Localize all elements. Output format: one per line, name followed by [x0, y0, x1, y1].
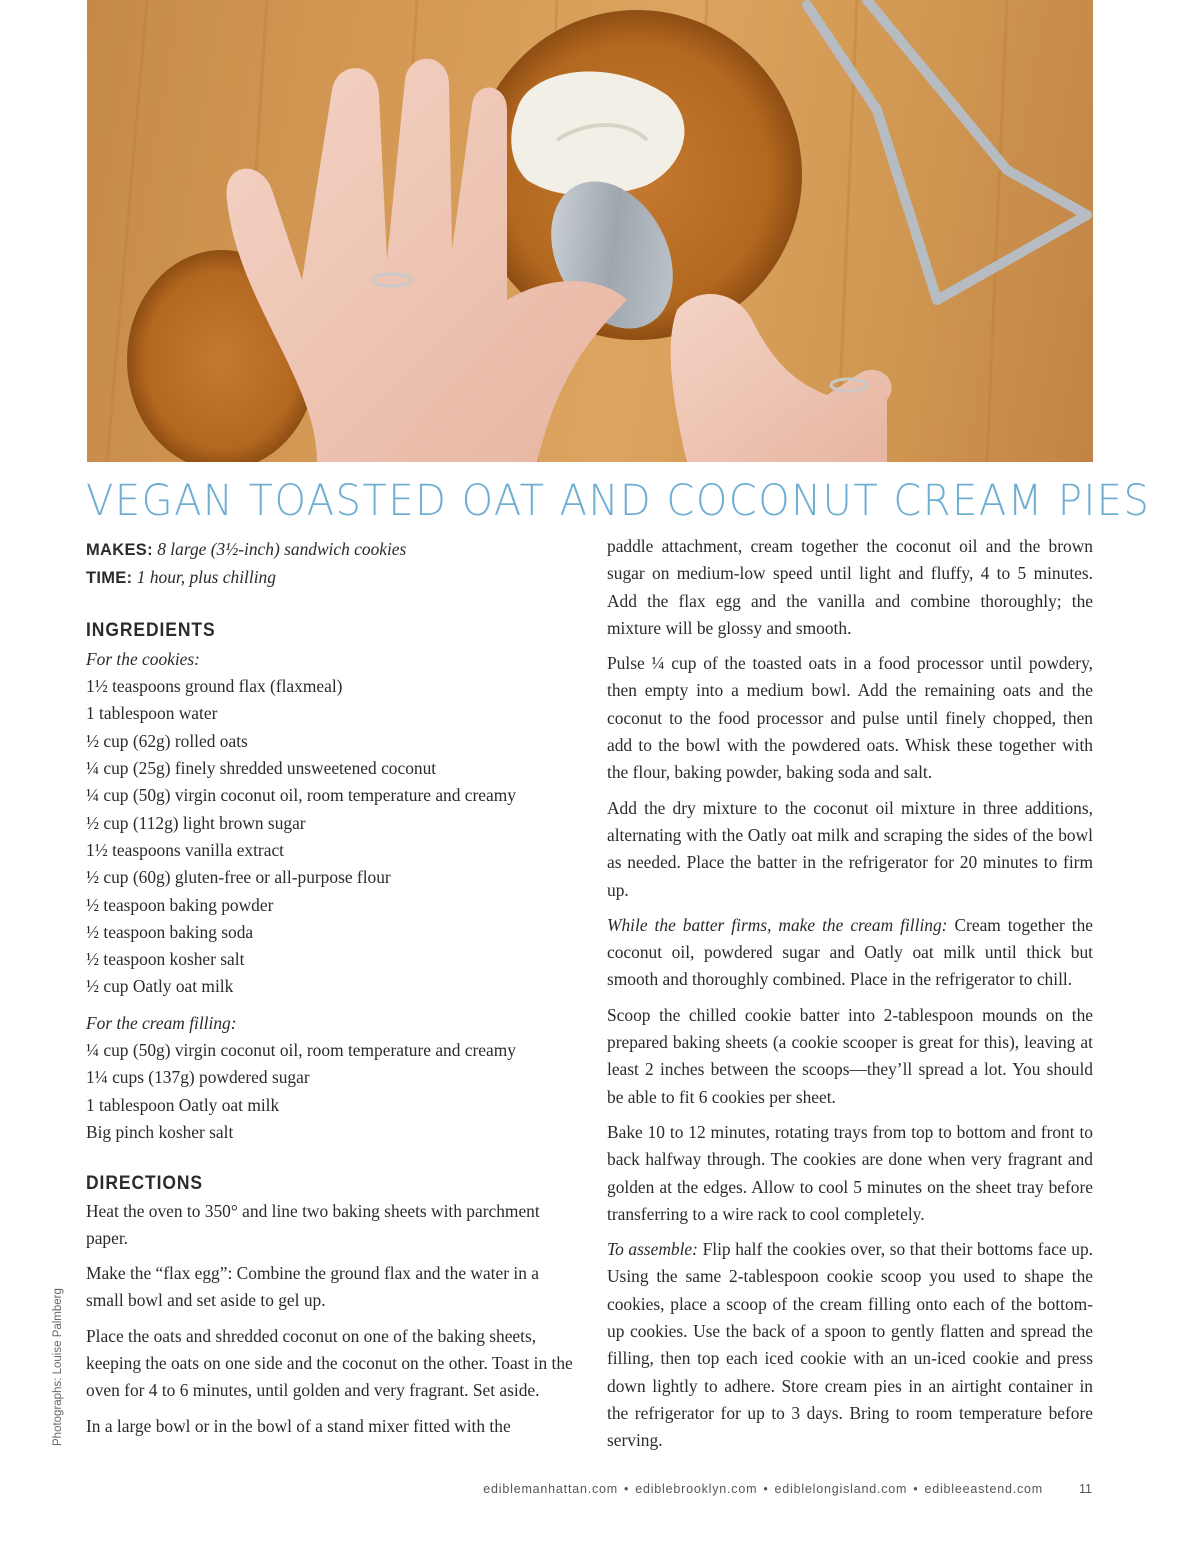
ingredient-item: ¼ cup (50g) virgin coconut oil, room temperature and creamy: [86, 785, 516, 806]
ingredient-item: 1½ teaspoons ground flax (flaxmeal): [86, 676, 343, 697]
page-number: 11: [1079, 1482, 1092, 1496]
direction-paragraph: Add the dry mixture to the coconut oil mixture in three additions, alternating with the Oatly oat milk and scraping the sides of the bowl as needed. Place the batter in the refrigerator for 20 minutes to firm up.: [607, 797, 1093, 900]
filling-ingredients-list: [86, 1037, 576, 1146]
left-column: [86, 536, 576, 1440]
right-column: [607, 533, 1093, 1455]
ingredient-item: ½ cup (60g) gluten-free or all-purpose flour: [86, 867, 391, 888]
hero-photo: [87, 0, 1093, 462]
ingredient-item: ¼ cup (50g) virgin coconut oil, room temperature and creamy: [86, 1040, 516, 1061]
step-lead: While the batter firms, make the cream filling:: [607, 914, 948, 935]
ingredient-item: 1 tablespoon water: [86, 703, 218, 724]
direction-paragraph: paddle attachment, cream together the coconut oil and the brown sugar on medium-low speed until light and fluffy, 4 to 5 minutes. Add the flax egg and the vanilla and combine thoroughly; the mixture will be glossy and smooth.: [607, 536, 1093, 638]
ingredient-item: ½ teaspoon kosher salt: [86, 949, 245, 970]
footer-link[interactable]: ediblemanhattan.com: [483, 1482, 619, 1496]
time-label: TIME:: [86, 569, 133, 588]
direction-paragraph: To assemble: Flip half the cookies over, so that their bottoms face up. Using the same 2-tablespoon cookie scoop you used to shape the cookies, place a scoop of the cream filling onto each of the bottom-up cookies. Use the back of a spoon to gently flatten and spread the filling, then top each iced cookie with an un-iced cookie and press down lightly to adhere. Store cream pies in an airtight container in the refrigerator for up to 3 days. Bring to room temperature before serving.: [607, 1239, 1093, 1451]
separator-dot: •: [913, 1482, 919, 1496]
directions-heading: DIRECTIONS: [86, 1173, 204, 1195]
photo-credit: Photographs: Louise Palmberg: [52, 1288, 64, 1446]
cookies-subheading: For the cookies:: [86, 648, 200, 669]
direction-paragraph: Heat the oven to 350° and line two baking sheets with parchment paper.: [86, 1200, 540, 1248]
ingredient-item: 1 tablespoon Oatly oat milk: [86, 1094, 280, 1115]
direction-paragraph: Place the oats and shredded coconut on one of the baking sheets, keeping the oats on one side and the coconut on the other. Toast in the oven for 4 to 6 minutes, until golden and very fragrant. Set aside.: [86, 1325, 573, 1401]
footer-sites: [480, 1482, 1043, 1496]
ingredient-item: 1¼ cups (137g) powdered sugar: [86, 1067, 310, 1088]
footer-link[interactable]: edibleeastend.com: [924, 1482, 1043, 1496]
direction-paragraph: Bake 10 to 12 minutes, rotating trays from top to bottom and front to back halfway through. The cookies are done when very fragrant and golden at the edges. Allow to cool 5 minutes on the sheet tray before transferring to a wire rack to cool completely.: [607, 1121, 1093, 1224]
recipe-title: VEGAN TOASTED OAT AND COCONUT CREAM PIES: [86, 476, 1151, 526]
ingredients-heading: INGREDIENTS: [86, 619, 216, 641]
ingredient-item: ½ cup Oatly oat milk: [86, 976, 234, 997]
ingredient-item: ¼ cup (25g) finely shredded unsweetened coconut: [86, 758, 437, 779]
step-lead: To assemble:: [607, 1239, 698, 1260]
makes-label: MAKES:: [86, 541, 153, 559]
ingredient-item: ½ teaspoon baking powder: [86, 894, 274, 915]
direction-paragraph: Make the “flax egg”: Combine the ground flax and the water in a small bowl and set aside to gel up.: [86, 1263, 539, 1311]
ingredient-item: ½ cup (62g) rolled oats: [86, 730, 248, 751]
footer-link[interactable]: ediblelongisland.com: [774, 1482, 908, 1496]
makes-value: 8 large (3½-inch) sandwich cookies: [157, 539, 407, 559]
ingredient-item: 1½ teaspoons vanilla extract: [86, 839, 284, 860]
ingredient-item: ½ cup (112g) light brown sugar: [86, 812, 306, 833]
separator-dot: •: [763, 1482, 769, 1496]
ingredient-item: Big pinch kosher salt: [86, 1121, 234, 1142]
filling-subheading: For the cream filling:: [86, 1012, 237, 1033]
separator-dot: •: [624, 1482, 630, 1496]
cookie-ingredients-list: [86, 673, 576, 1001]
time-value: 1 hour, plus chilling: [136, 567, 276, 588]
footer-link[interactable]: ediblebrooklyn.com: [635, 1482, 758, 1496]
direction-paragraph: Pulse ¼ cup of the toasted oats in a food processor until powdery, then empty into a medium bowl. Add the remaining oats and the coconut to the food processor and pulse until finely chopped, then add to the bowl with the powdered oats. Whisk these together with the flour, baking powder, baking soda and salt.: [607, 653, 1093, 783]
photo-illustration: [87, 0, 1093, 462]
direction-paragraph: While the batter firms, make the cream filling: Cream together the coconut oil, powdered sugar and Oatly oat milk until thick but smooth and thoroughly combined. Place in the refrigerator to chill.: [607, 914, 1094, 990]
makes-line: [86, 536, 576, 564]
direction-paragraph: Scoop the chilled cookie batter into 2-tablespoon mounds on the prepared baking sheets (a cookie scooper is great for this), leaving at least 2 inches between the scoops—they’ll spread a lot. You should be able to fit 6 cookies per sheet.: [607, 1004, 1093, 1107]
ingredient-item: ½ teaspoon baking soda: [86, 921, 254, 942]
time-line: [86, 564, 576, 592]
direction-paragraph: In a large bowl or in the bowl of a stand mixer fitted with the: [86, 1415, 511, 1436]
